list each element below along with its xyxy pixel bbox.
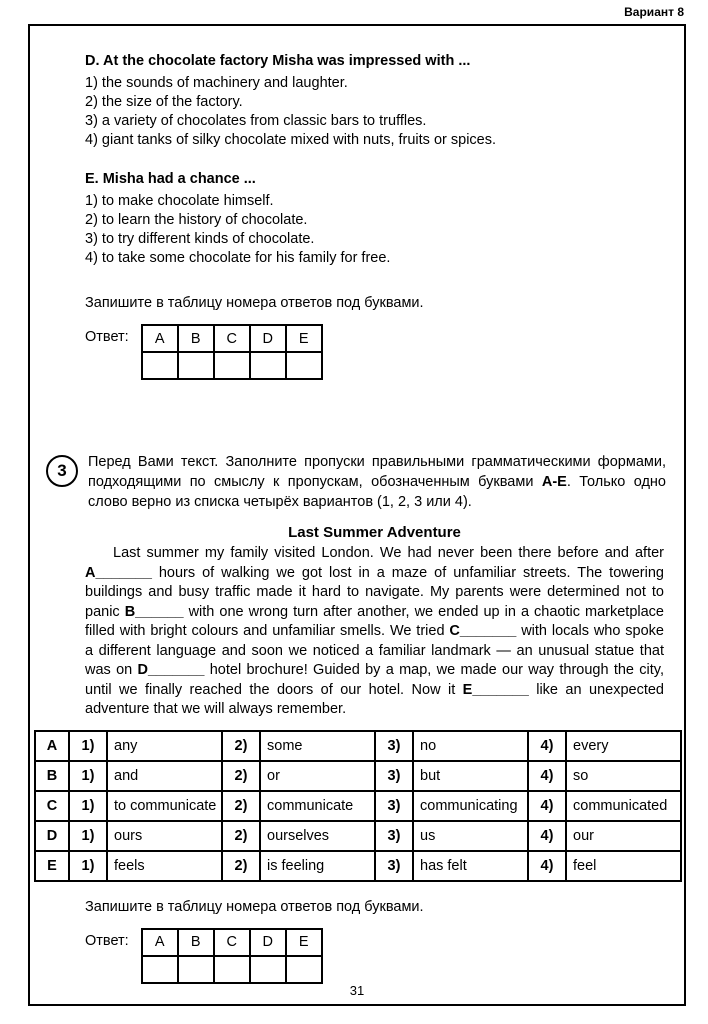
answer-letters-row: [142, 929, 322, 956]
option-number: 4): [528, 821, 566, 851]
option-number: 1): [69, 791, 107, 821]
answer-letter-e: E: [286, 929, 322, 956]
row-letter: A: [35, 731, 69, 761]
answer-letter-b: B: [178, 929, 214, 956]
answer-letter-d: D: [250, 325, 286, 352]
option-number: 4): [528, 791, 566, 821]
option-value: ourselves: [260, 821, 375, 851]
passage-segment: like an unexpected adventure that we will always remember.: [85, 681, 664, 717]
question-d-option-4: 4) giant tanks of silky chocolate mixed with nuts, fruits or spices.: [85, 132, 497, 148]
option-number: 1): [69, 821, 107, 851]
passage-segment: Last summer my family visited London. We had never been there before and after: [113, 545, 664, 561]
passage-segment: hours of walking we got lost in a maze of unfamiliar streets. The towering buildings and busy traffic made it hard to navigate. My parents were determined not to panic: [85, 564, 664, 620]
option-value: has felt: [413, 851, 528, 881]
task-instruction-bold: А-Е: [541, 474, 567, 490]
grammar-row-d: [35, 821, 681, 851]
question-e-title: E. Misha had a chance ...: [85, 171, 256, 187]
option-value: ours: [107, 821, 222, 851]
answer-instruction-2: Запишите в таблицу номера ответов под буквами.: [85, 898, 424, 915]
option-value: our: [566, 821, 681, 851]
option-value: so: [566, 761, 681, 791]
option-value: feel: [566, 851, 681, 881]
answer-letter-c: C: [214, 325, 250, 352]
answer-letter-b: B: [178, 325, 214, 352]
question-e-option-3: 3) to try different kinds of chocolate.: [85, 231, 315, 247]
page-border: [28, 24, 686, 1006]
option-number: 1): [69, 761, 107, 791]
answer-label: Ответ:: [85, 932, 129, 949]
option-number: 1): [69, 851, 107, 881]
page-number: 31: [349, 983, 365, 998]
answer-letter-a: A: [142, 325, 178, 352]
option-value: communicating: [413, 791, 528, 821]
answer-cell-empty: [286, 956, 322, 983]
answer-label: Ответ:: [85, 329, 129, 345]
question-d: [85, 52, 664, 150]
passage-blank-c: C_______: [449, 623, 517, 639]
answer-cells-row: [142, 352, 322, 379]
question-d-option-3: 3) a variety of chocolates from classic bars to truffles.: [85, 113, 427, 129]
answer-block-2: [85, 928, 684, 984]
answer-cell-empty: [250, 956, 286, 983]
question-e-option-2: 2) to learn the history of chocolate.: [85, 212, 308, 228]
answer-cell-empty: [214, 956, 250, 983]
row-letter: C: [35, 791, 69, 821]
option-value: every: [566, 731, 681, 761]
option-number: 3): [375, 731, 413, 761]
answer-letter-e: E: [286, 325, 322, 352]
answer-cell-empty: [178, 352, 214, 379]
passage-title: Last Summer Adventure: [288, 524, 461, 541]
option-value: no: [413, 731, 528, 761]
passage-segment: hotel brochure! Guided by a map, we made our way through the city, until we finally reached the doors of our hotel. Now it: [85, 662, 664, 698]
passage-blank-d: D_______: [137, 662, 205, 678]
question-e-option-1: 1) to make chocolate himself.: [85, 193, 274, 209]
option-number: 3): [375, 821, 413, 851]
answer-block-1: [85, 324, 684, 380]
task-3: [46, 452, 666, 512]
option-value: to communicate: [107, 791, 222, 821]
option-value: us: [413, 821, 528, 851]
answer-table-2: [141, 928, 323, 984]
option-value: feels: [107, 851, 222, 881]
option-number: 2): [222, 851, 260, 881]
task-instruction-before: Перед Вами текст. Заполните пропуски правильными грамматическими формами, подходящими по смыслу к пропускам, обозначенным буквами: [88, 454, 666, 490]
option-number: 3): [375, 851, 413, 881]
grammar-row-b: [35, 761, 681, 791]
answer-cell-empty: [250, 352, 286, 379]
answer-cell-empty: [286, 352, 322, 379]
option-number: 4): [528, 851, 566, 881]
option-number: 4): [528, 761, 566, 791]
question-d-title: D. At the chocolate factory Misha was impressed with ...: [85, 53, 471, 69]
option-number: 3): [375, 761, 413, 791]
answer-letters-row: [142, 325, 322, 352]
answer-cell-empty: [178, 956, 214, 983]
answer-cell-empty: [142, 956, 178, 983]
variant-label: Вариант 8: [624, 5, 684, 19]
option-value: some: [260, 731, 375, 761]
answer-table-1: [141, 324, 323, 380]
question-d-option-1: 1) the sounds of machinery and laughter.: [85, 75, 348, 91]
question-e-option-4: 4) to take some chocolate for his family for free.: [85, 250, 391, 266]
option-value: or: [260, 761, 375, 791]
grammar-options-table: [34, 730, 682, 882]
answer-letter-c: C: [214, 929, 250, 956]
grammar-row-e: [35, 851, 681, 881]
option-number: 2): [222, 791, 260, 821]
answer-cell-empty: [142, 352, 178, 379]
option-number: 2): [222, 821, 260, 851]
option-number: 2): [222, 761, 260, 791]
row-letter: B: [35, 761, 69, 791]
grammar-row-c: [35, 791, 681, 821]
option-value: communicated: [566, 791, 681, 821]
option-number: 1): [69, 731, 107, 761]
passage-blank-a: A_______: [85, 564, 152, 581]
passage-segment: with one wrong turn after another, we ended up in a chaotic marketplace filled with bright colours and unfamiliar smells. We tried: [85, 603, 664, 639]
question-e: [85, 170, 664, 268]
option-value: any: [107, 731, 222, 761]
answer-cell-empty: [214, 352, 250, 379]
question-d-option-2: 2) the size of the factory.: [85, 94, 243, 110]
answer-letter-d: D: [250, 929, 286, 956]
option-value: and: [107, 761, 222, 791]
passage-blank-b: B______: [124, 603, 184, 620]
option-value: is feeling: [260, 851, 375, 881]
task-instruction: [88, 452, 666, 512]
option-number: 3): [375, 791, 413, 821]
row-letter: E: [35, 851, 69, 881]
passage-segment: with locals who spoke a different language and soon we noticed a familiar landmark — an unusual statue that was on: [85, 623, 664, 678]
option-value: but: [413, 761, 528, 791]
answer-letter-a: A: [142, 929, 178, 956]
option-number: 4): [528, 731, 566, 761]
grammar-row-a: [35, 731, 681, 761]
passage: [85, 544, 664, 720]
option-value: communicate: [260, 791, 375, 821]
task-number-badge: 3: [46, 455, 78, 487]
option-number: 2): [222, 731, 260, 761]
task-instruction-after: . Только одно слово верно из списка четырёх вариантов (1, 2, 3 или 4).: [88, 474, 666, 510]
answer-instruction-1: Запишите в таблицу номера ответов под буквами.: [85, 295, 424, 311]
passage-blank-e: E_______: [462, 681, 529, 698]
row-letter: D: [35, 821, 69, 851]
answer-cells-row: [142, 956, 322, 983]
